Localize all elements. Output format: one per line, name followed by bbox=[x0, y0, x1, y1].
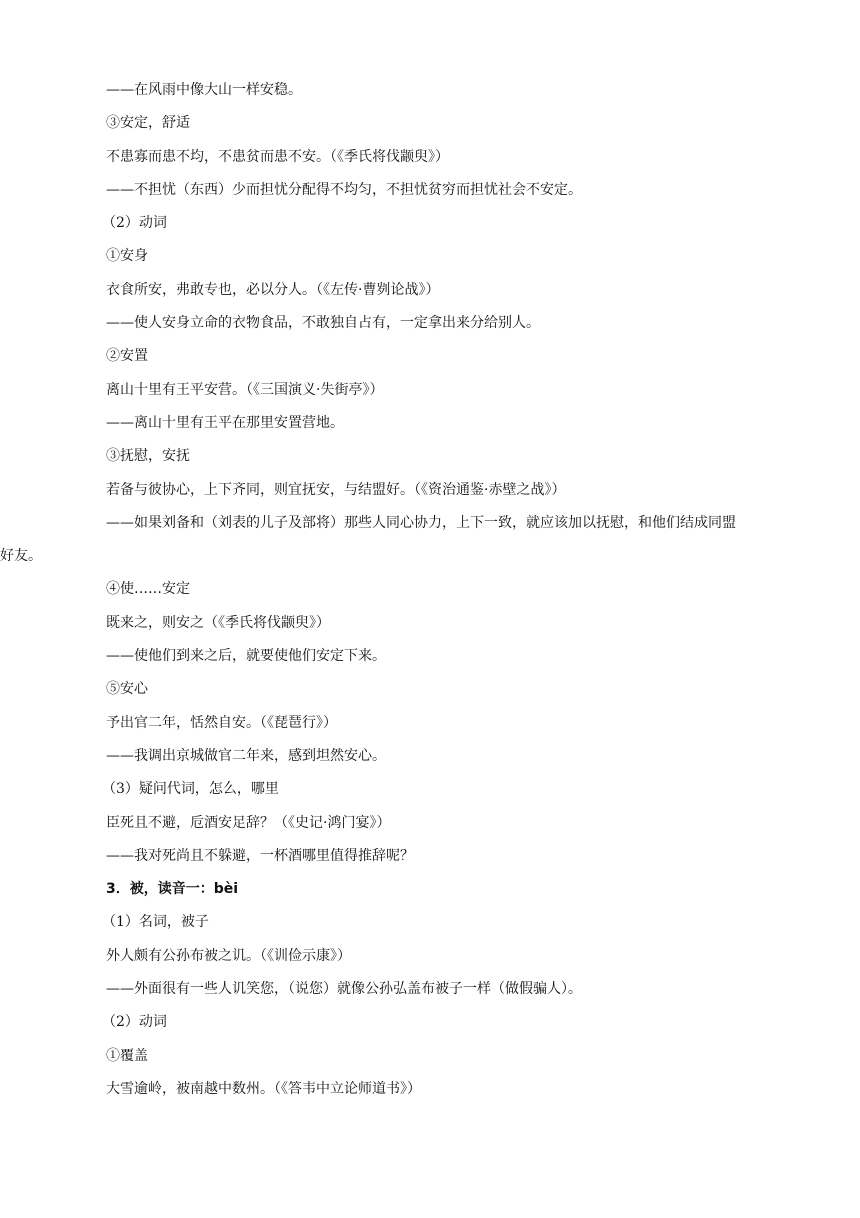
translation-line: ——我对死尚且不躲避，一杯酒哪里值得推辞呢？ bbox=[106, 847, 414, 864]
example-sentence: 大雪逾岭，被南越中数州。（《答韦中立论师道书》） bbox=[106, 1080, 421, 1097]
meaning-label: ③安定，舒适 bbox=[106, 115, 190, 132]
example-sentence: 外人颇有公孙布被之讥。（《训俭示康》） bbox=[106, 947, 351, 964]
example-sentence: 臣死且不避，卮酒安足辞？（《史记·鸿门宴》） bbox=[106, 814, 391, 831]
example-sentence: 若备与彼协心，上下齐同，则宜抚安，与结盟好。（《资治通鉴·赤壁之战》） bbox=[106, 481, 566, 498]
translation-line: ——使他们到来之后，就要使他们安定下来。 bbox=[106, 648, 386, 665]
part-of-speech-heading: （2）动词 bbox=[102, 1014, 167, 1031]
meaning-label: ④使……安定 bbox=[106, 581, 190, 598]
meaning-label: ①安身 bbox=[106, 248, 148, 265]
translation-line: ——在风雨中像大山一样安稳。 bbox=[106, 82, 302, 98]
meaning-label: ③抚慰，安抚 bbox=[106, 448, 190, 465]
translation-line: ——如果刘备和（刘表的儿子及部将）那些人同心协力，上下一致，就应该加以抚慰，和他们结成同盟 bbox=[106, 514, 736, 531]
translation-line: ——我调出京城做官二年来，感到坦然安心。 bbox=[106, 747, 386, 764]
example-sentence: 不患寡而患不均，不患贫而患不安。（《季氏将伐颛臾》） bbox=[106, 148, 449, 165]
example-sentence: 衣食所安，弗敢专也，必以分人。（《左传·曹刿论战》） bbox=[106, 281, 440, 298]
part-of-speech-heading: （3）疑问代词，怎么，哪里 bbox=[102, 781, 279, 798]
part-of-speech-heading: （1）名词，被子 bbox=[102, 914, 209, 931]
part-of-speech-heading: （2）动词 bbox=[102, 215, 167, 232]
meaning-label: ⑤安心 bbox=[106, 681, 148, 698]
meaning-label: ②安置 bbox=[106, 348, 148, 365]
example-sentence: 予出官二年，恬然自安。（《琵琶行》） bbox=[106, 714, 337, 731]
translation-line: ——外面很有一些人讥笑您，（说您）就像公孙弘盖布被子一样（做假骗人）。 bbox=[106, 981, 582, 998]
translation-line-continued: 好友。 bbox=[0, 548, 42, 565]
translation-line: ——使人安身立命的衣物食品，不敢独自占有，一定拿出来分给别人。 bbox=[106, 315, 540, 332]
translation-line: ——不担忧（东西）少而担忧分配得不均匀，不担忧贫穷而担忧社会不安定。 bbox=[106, 181, 582, 198]
document-body bbox=[0, 79, 796, 1111]
example-sentence: 离山十里有王平安营。（《三国演义·失街亭》） bbox=[106, 381, 384, 398]
translation-line: ——离山十里有王平在那里安置营地。 bbox=[106, 414, 344, 431]
example-sentence: 既来之，则安之（《季氏将伐颛臾》） bbox=[106, 614, 330, 631]
entry-heading: 3．被，读音一：bèi bbox=[106, 881, 239, 898]
meaning-label: ①覆盖 bbox=[106, 1047, 148, 1064]
